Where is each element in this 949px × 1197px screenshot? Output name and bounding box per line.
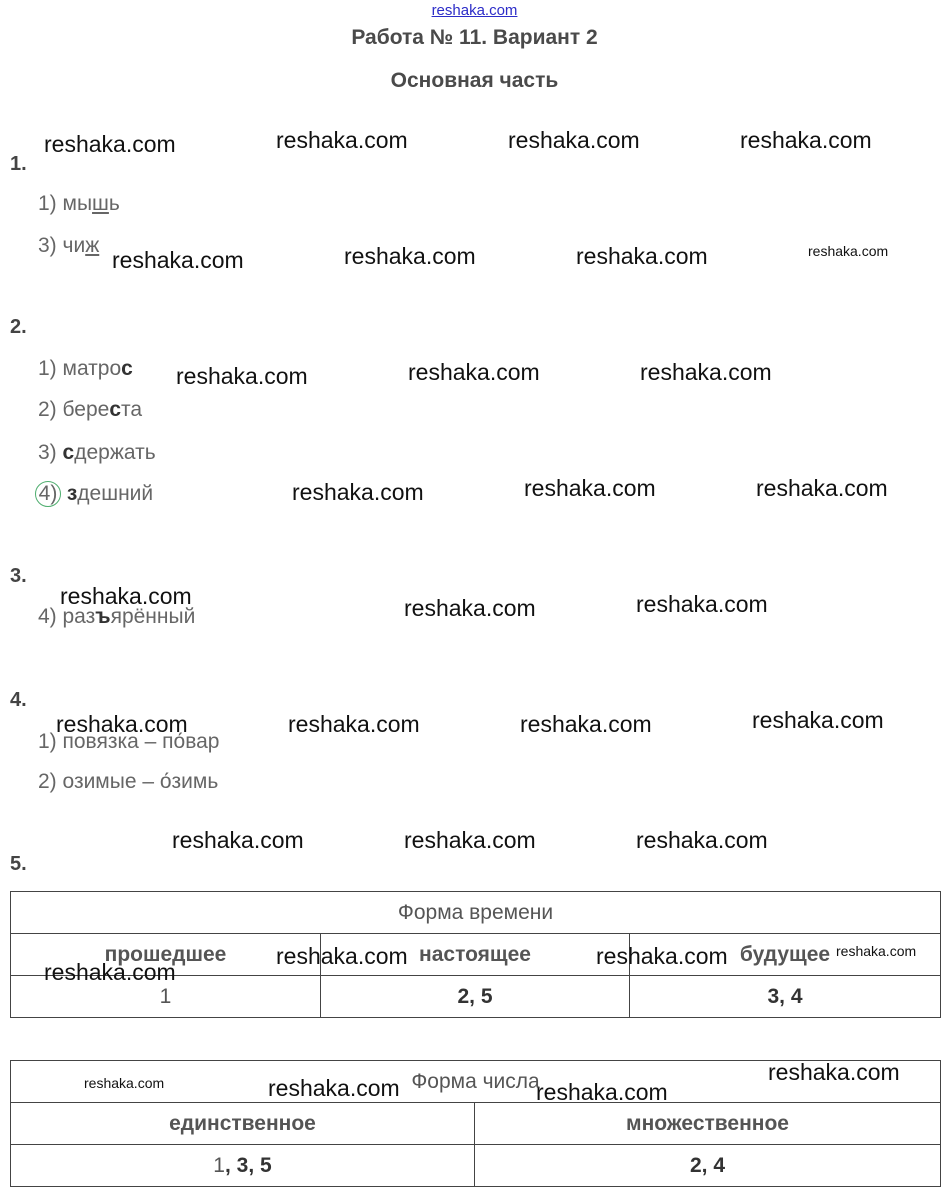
watermark: reshaka.com — [768, 1059, 900, 1085]
page-title: Работа № 11. Вариант 2 — [351, 26, 598, 49]
watermark: reshaka.com — [536, 1079, 668, 1105]
watermark: reshaka.com — [636, 591, 768, 617]
task-1-answer-2: 3) чиж — [38, 234, 100, 257]
watermark: reshaka.com — [84, 1075, 165, 1091]
watermark: reshaka.com — [268, 1075, 400, 1101]
site-link[interactable]: reshaka.com — [431, 2, 518, 19]
task-2-number: 2. — [10, 316, 27, 338]
watermark: reshaka.com — [596, 943, 728, 969]
watermark: reshaka.com — [808, 243, 889, 259]
watermark: reshaka.com — [404, 595, 536, 621]
number-table-header: Форма числа — [11, 1061, 941, 1103]
watermark: reshaka.com — [112, 247, 244, 273]
cell-future: 3, 4 — [630, 976, 941, 1018]
task-1-answer-1: 1) мышь — [38, 192, 120, 215]
watermark: reshaka.com — [44, 131, 176, 157]
watermark: reshaka.com — [836, 943, 917, 959]
watermark: reshaka.com — [740, 127, 872, 153]
watermark: reshaka.com — [60, 583, 192, 609]
watermark: reshaka.com — [520, 711, 652, 737]
cell-singular: 1, 3, 5 — [11, 1145, 475, 1187]
task-4-answer-1: 1) повязка – по́вар — [38, 730, 220, 753]
cell-plural: 2, 4 — [475, 1145, 941, 1187]
task-4-answer-2: 2) озимые – о́зимь — [38, 770, 219, 793]
watermark: reshaka.com — [176, 363, 308, 389]
task-3-number: 3. — [10, 565, 27, 587]
watermark: reshaka.com — [576, 243, 708, 269]
cell-present: 2, 5 — [321, 976, 630, 1018]
watermark: reshaka.com — [636, 827, 768, 853]
watermark: reshaka.com — [276, 943, 408, 969]
section-subtitle: Основная часть — [390, 69, 559, 92]
column-past: прошедшее — [11, 934, 321, 976]
watermark: reshaka.com — [56, 711, 188, 737]
watermark: reshaka.com — [172, 827, 304, 853]
watermark: reshaka.com — [408, 359, 540, 385]
task-2-answer-1: 1) матрос — [38, 357, 133, 380]
column-plural: множественное — [475, 1103, 941, 1145]
circled-option: 4) — [35, 481, 61, 507]
task-2-answer-3: 3) сдержать — [38, 441, 156, 464]
task-4-number: 4. — [10, 689, 27, 711]
watermark: reshaka.com — [404, 827, 536, 853]
cell-past: 1 — [11, 976, 321, 1018]
watermark: reshaka.com — [292, 479, 424, 505]
watermark: reshaka.com — [44, 959, 176, 985]
column-future: будущее — [630, 934, 941, 976]
task-5-number: 5. — [10, 853, 27, 875]
tense-table-header: Форма времени — [11, 892, 941, 934]
watermark: reshaka.com — [524, 475, 656, 501]
watermark: reshaka.com — [752, 707, 884, 733]
watermark: reshaka.com — [640, 359, 772, 385]
watermark: reshaka.com — [756, 475, 888, 501]
watermark: reshaka.com — [288, 711, 420, 737]
watermark: reshaka.com — [344, 243, 476, 269]
task-1-number: 1. — [10, 153, 27, 175]
tense-form-table — [10, 891, 941, 1018]
column-singular: единственное — [11, 1103, 475, 1145]
column-present: настоящее — [321, 934, 630, 976]
watermark: reshaka.com — [508, 127, 640, 153]
watermark: reshaka.com — [276, 127, 408, 153]
task-3-answer-1: 4) разъярённый — [38, 605, 196, 628]
task-2-answer-2: 2) береста — [38, 398, 143, 421]
task-2-answer-4: 4) здешний — [38, 481, 153, 507]
